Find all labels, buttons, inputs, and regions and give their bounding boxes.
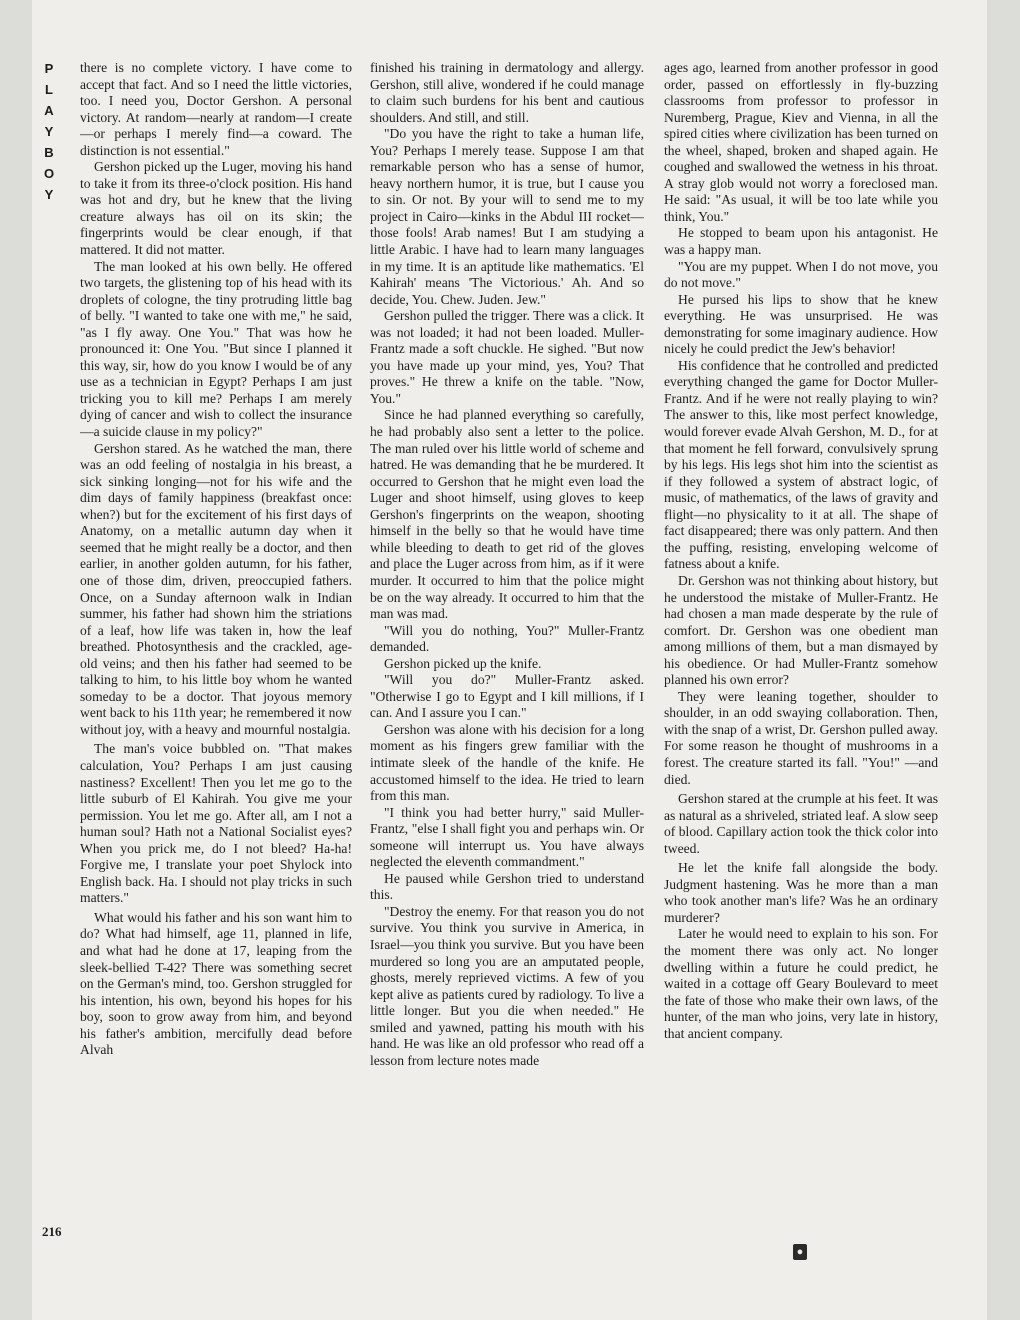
article-paragraph: Dr. Gershon was not thinking about history, but he understood the mistake of Muller-Frantz. He had chosen a man made desperate by the rule of comfort. Dr. Gershon was one obedient man among millions of them, but a man dismayed by his obedience. Or had Muller-Frantz somehow planned his own error? xyxy=(664,572,938,688)
article-paragraph: there is no complete victory. I have come to accept that fact. And so I need the little victories, too. I need you, Doctor Gershon. A personal victory. At random—nearly at random—I create—or perhaps I merely find—a coward. The distinction is not essential." xyxy=(80,60,352,158)
article-paragraph: The man's voice bubbled on. "That makes calculation, You? Perhaps I am just causing nastiness? Excellent! Then you let me go to the little suburb of El Kahirah. You give me your permission. You let me go. After all, am I not a human soul? Hath not a National Socialist eyes? When you prick me, do I not bleed? Ha-ha! Forgive me, I translate your poet Shylock into English back. Ha. I should not play tricks in such matters." xyxy=(80,741,352,906)
article-paragraph: Gershon stared at the crumple at his feet. It was as natural as a shriveled, striated leaf. A slow seep of blood. Capillary action took the thick color into tweed. xyxy=(664,791,938,856)
article-paragraph: "Do you have the right to take a human life, You? Perhaps I merely tease. Suppose I am that remarkable person who has a sense of humor, heavy northern humor, it is true, but I cause you to sin. Or not. By your will to send me to my project in Cairo—kinks in the Abdul III rocket—those fools! Arab names! But I am studying a little Arabic. I have had to learn many languages in my time. It is an aptitude like mathematics. 'El Kahirah' means 'The Victorious.' Ah. And so decide, You. Chew. Juden. Jew." xyxy=(370,126,644,307)
article-paragraph: Later he would need to explain to his son. For the moment there was only act. No longer dwelling within a future he could predict, he waited in a cottage off Geary Boulevard to meet the fate of those who make their own laws, of the hunter, of the man who joins, very late in history, that ancient company. xyxy=(664,926,938,1041)
article-paragraph: He let the knife fall alongside the body. Judgment hastening. Was he more than a man who took another man's life? Was he an ordinary murderer? xyxy=(664,860,938,925)
article-paragraph: What would his father and his son want him to do? What had himself, age 11, planned in life, and what had he done at 17, leaping from the sleek-bellied T-42? There was something secret on the German's mind, too. Gershon struggled for his intention, his own, beyond his hopes for his boy, soon to grow away from him, and beyond his father's ambition, mercifully dead before Alvah xyxy=(80,909,352,1058)
article-paragraph: "You are my puppet. When I do not move, you do not move." xyxy=(664,258,938,291)
article-paragraph: Gershon picked up the Luger, moving his hand to take it from its three-o'clock position. His hand was hot and dry, but he knew that the living creature always has oil on its skin; the fingerprints would be clear enough, if that mattered. It did not matter. xyxy=(80,159,352,258)
article-paragraph: "Will you do?" Muller-Frantz asked. "Otherwise I go to Egypt and I kill millions, if I can. And I assure you I can." xyxy=(370,672,644,721)
article-paragraph: The man looked at his own belly. He offered two targets, the glistening top of his head with its droplets of cologne, the tiny protruding little bag of belly. "I wanted to take one with me," he said, "as I fly away. One You." That was how he pronounced it: One You. "But since I planned it this way, sir, how do you know I would be of any use as a technician in Egypt? Perhaps I am just tricking you to kill me? Perhaps I am merely dying of cancer and wish to collect the insurance—a suicide clause in my policy?" xyxy=(80,258,352,440)
magazine-name-letter: Y xyxy=(44,124,54,139)
rabbit-head-icon: ● xyxy=(793,1244,807,1260)
article-paragraph: He paused while Gershon tried to understand this. xyxy=(370,870,644,903)
magazine-name-letter: Y xyxy=(44,187,54,202)
article-paragraph: They were leaning together, shoulder to shoulder, in an odd swaying collaboration. Then, with the snap of a wrist, Dr. Gershon pulled away. For some reason he thought of mushrooms in a forest. The creature started its fall. "You!" —and died. xyxy=(664,688,938,787)
article-paragraph: "Will you do nothing, You?" Muller-Frantz demanded. xyxy=(370,622,644,655)
article-paragraph: ages ago, learned from another professor in good order, passed on effortlessly in fly-buzzing classrooms from professor to professor in Nuremberg, Prague, Kiev and Vienna, in all the spired cities where civilization has been turned on the wheel, shaped, broken and shaped again. He coughed and swallowed the wetness in his throat. A stray glob would not worry a foreclosed man. He said: "As usual, it will be too late while you think, You." xyxy=(664,60,938,224)
article-paragraph: Gershon pulled the trigger. There was a click. It was not loaded; it had not been loaded. Muller-Frantz made a soft chuckle. He sighed. "But now you have made up your mind, yes, You? That proves." He threw a knife on the table. "Now, You." xyxy=(370,308,644,406)
text-column-2 xyxy=(370,60,644,1250)
article-paragraph: Since he had planned everything so carefully, he had probably also sent a letter to the police. The man ruled over his little world of scheme and hatred. He was demanding that he be murdered. It occurred to Gershon that he might even load the Luger and shoot himself, using gloves to keep Gershon's fingerprints on the weapon, shooting himself in the belly so that he would have time while bleeding to death to get rid of the gloves and place the Luger across from him, as if it were murder. It occurred to him that the police might be on the way already. It occurred to him that the man was mad. xyxy=(370,407,644,622)
article-paragraph: Gershon picked up the knife. xyxy=(384,655,542,671)
article-paragraph: His confidence that he controlled and predicted everything changed the game for Doctor Muller-Frantz. And if he were not really playing to win? The answer to this, like most perfect knowledge, would forever evade Alvah Gershon, M. D., for at that moment he fell forward, convulsively sprung by his legs. His legs shot him into the scientist as if they followed a system of abstract logic, of music, of mathematics, of the laws of gravity and flight—no physicality to it at all. The shape of fact disappeared; there was only pattern. And then the puffing, resisting, enveloping welcome of fatness about a knife. xyxy=(664,357,938,572)
article-paragraph: "Destroy the enemy. For that reason you do not survive. You think you survive in America, in Israel—you think you survive. But you have been murdered so long you are an amputated people, ghosts, merely reprieved victims. A few of you kept alive as patients cured by radiology. To live a little longer. But you die when needed." He smiled and yawned, patting his mouth with his hand. He was like an old professor who read off a lesson from lecture notes made xyxy=(370,903,644,1068)
article-paragraph: Gershon was alone with his decision for a long moment as his fingers grew familiar with the intimate sleek of the handle of the knife. He accustomed himself to the idea. He tried to learn from this man. xyxy=(370,721,644,804)
magazine-name-vertical xyxy=(38,58,60,205)
magazine-name-letter: O xyxy=(43,166,55,181)
magazine-name-letter: P xyxy=(44,61,54,76)
article-paragraph: He pursed his lips to show that he knew everything. He was unsurprised. He was demonstrating for some imaginary audience. How nicely he could predict the Jew's behavior! xyxy=(664,291,938,357)
text-column-1 xyxy=(80,60,352,1250)
magazine-name-letter: A xyxy=(44,103,54,118)
article-paragraph: finished his training in dermatology and allergy. Gershon, still alive, wondered if he could manage to claim such burdens for his bent and cautious shoulders. And still, and still. xyxy=(370,60,644,125)
magazine-name-letter: B xyxy=(44,145,54,160)
article-paragraph: Gershon stared. As he watched the man, there was an odd feeling of nostalgia in his breast, a sick sinking longing—not for his wife and the dim days of family happiness (breakfast once: when?) but for the excitement of his first days of Anatomy, on a metallic autumn day when it seemed that he might really be a doctor, and then earlier, in another golden autumn, for his father, one of those dim, driven, preoccupied fathers. Once, on a Sunday afternoon walk in Indian summer, his father had shown him the striations of a leaf, how life was taken in, how the leaf breathed. Photosynthesis and the crackled, age-old veins; and then his father had seemed to be talking to him, to his little boy whom he wanted someday to be a doctor. That joyous memory went back to his 11th year; he remembered it now without joy, with a heavy and mournful nostalgia. xyxy=(80,440,352,737)
text-column-3 xyxy=(664,60,938,1250)
article-paragraph: He stopped to beam upon his antagonist. He was a happy man. xyxy=(664,225,938,258)
article-paragraph: "I think you had better hurry," said Muller-Frantz, "else I shall fight you and perhaps win. Or someone will interrupt us. You have always neglected the eleventh commandment." xyxy=(370,804,644,870)
page-number: 216 xyxy=(42,1224,62,1239)
magazine-name-letter: L xyxy=(45,82,53,97)
